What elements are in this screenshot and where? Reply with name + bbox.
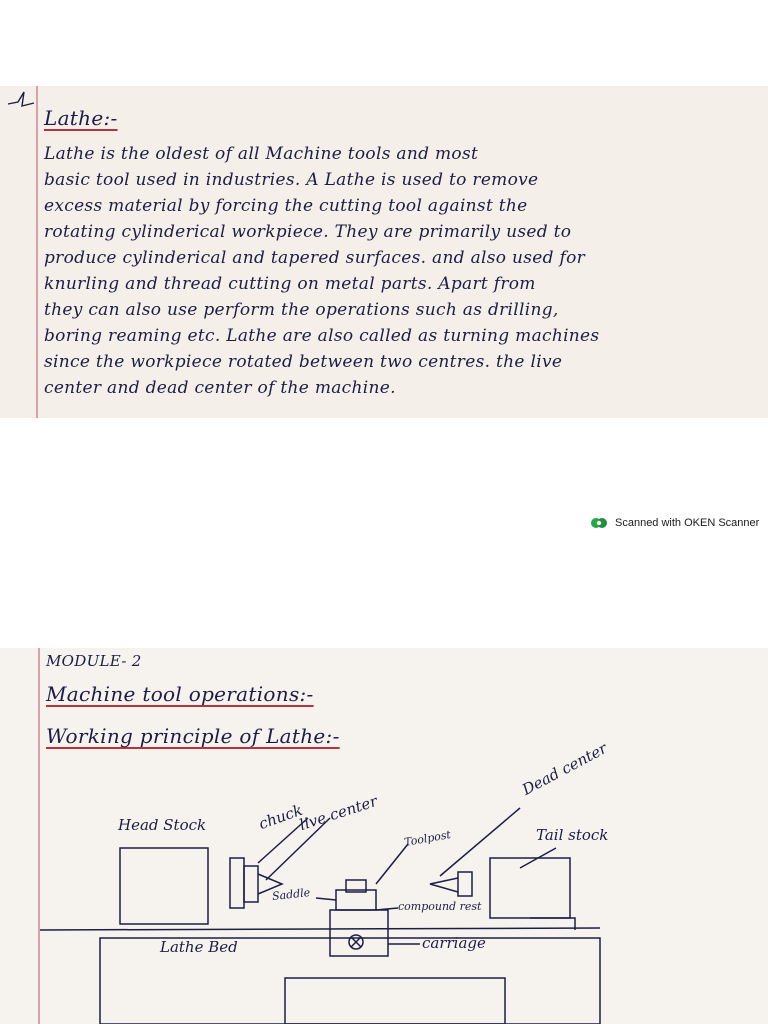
text-line: they can also use perform the operations such as drilling, [44,300,559,320]
oken-scanner-logo-icon [590,517,608,529]
lathe-diagram [0,648,768,1024]
text-line: produce cylinderical and tapered surfaces. and also used for [44,248,586,268]
text-line: boring reaming etc. Lathe are also called as turning machines [44,326,600,346]
label-chuck: chuck [256,800,305,834]
label-head-stock: Head Stock [118,816,207,834]
margin-rule [36,86,38,418]
text-line: since the workpiece rotated between two centres. the live [44,352,563,372]
module-label: MODULE- 2 [46,652,142,670]
label-live-center: live center [297,791,380,835]
label-dead-center: Dead center [519,739,611,799]
text-line: excess material by forcing the cutting tool against the [44,196,528,216]
notebook-page-module2 [0,648,768,1024]
head-stock-block [120,848,208,924]
text-line: rotating cylinderical workpiece. They are primarily used to [44,222,572,242]
pen-scribble-icon [6,90,36,112]
label-saddle: Saddle [271,886,311,903]
label-tail-stock: Tail stock [536,826,609,844]
text-line: knurling and thread cutting on metal parts. Apart from [44,274,536,294]
section-subheading: Working principle of Lathe:- [46,724,340,748]
label-compound-rest: compound rest [398,900,482,913]
page-title: Lathe:- [44,106,118,130]
notebook-page-lathe [0,86,768,418]
text-line: Lathe is the oldest of all Machine tools and most [44,144,479,164]
label-carriage: carriage [422,934,486,952]
scanner-badge [590,517,759,529]
scanner-badge-text: Scanned with OKEN Scanner [615,517,760,529]
section-heading: Machine tool operations:- [46,682,314,706]
label-tool-post: Toolpost [403,828,452,849]
label-lathe-bed: Lathe Bed [160,938,238,956]
text-line: center and dead center of the machine. [44,378,396,398]
text-line: basic tool used in industries. A Lathe is used to remove [44,170,539,190]
